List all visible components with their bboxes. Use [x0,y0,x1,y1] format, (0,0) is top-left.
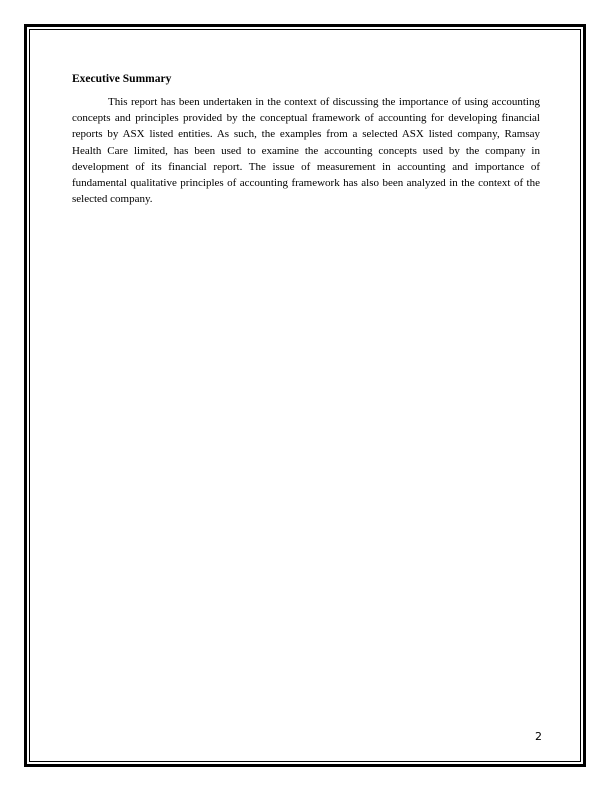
section-heading: Executive Summary [72,73,172,85]
page-content [72,72,540,207]
page-number: 2 [535,730,542,743]
body-paragraph: This report has been undertaken in the context of discussing the importance of using accounting concepts and principles provided by the conceptual framework of accounting for developing financial reports by ASX listed entities. As such, the examples from a selected ASX listed company, Ramsay Health Care limited, has been used to examine the accounting concepts used by the company in development of its financial report. The issue of measurement in accounting and importance of fundamental qualitative principles of accounting framework has also been analyzed in the context of the selected company. [72,96,540,206]
